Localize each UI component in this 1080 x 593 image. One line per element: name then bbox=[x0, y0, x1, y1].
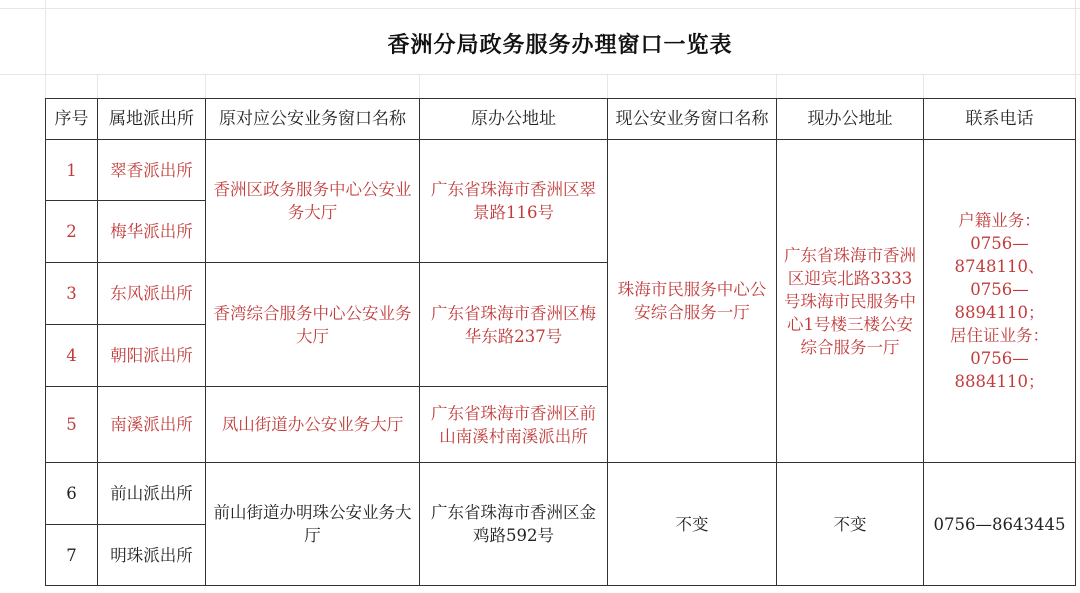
row-number: 5 bbox=[46, 387, 98, 463]
table-header bbox=[46, 99, 1076, 140]
header-cell: 原办公地址 bbox=[420, 99, 608, 140]
phone-line: 0756—8748110、 bbox=[954, 234, 1045, 276]
row-number: 1 bbox=[46, 140, 98, 201]
header-cell: 属地派出所 bbox=[98, 99, 206, 140]
window-table bbox=[45, 98, 1076, 586]
old-address: 广东省珠海市香洲区金鸡路592号 bbox=[420, 463, 608, 586]
old-address: 广东省珠海市香洲区翠景路116号 bbox=[420, 140, 608, 263]
header-cell: 原对应公安业务窗口名称 bbox=[206, 99, 420, 140]
header-cell: 现办公地址 bbox=[777, 99, 924, 140]
station-name: 翠香派出所 bbox=[98, 140, 206, 201]
new-window: 珠海市民服务中心公安综合服务一厅 bbox=[608, 140, 777, 463]
station-name: 明珠派出所 bbox=[98, 525, 206, 586]
new-window: 不变 bbox=[608, 463, 777, 586]
old-address: 广东省珠海市香洲区前山南溪村南溪派出所 bbox=[420, 387, 608, 463]
table-row bbox=[46, 140, 1076, 201]
phone-line: 户籍业务： bbox=[958, 211, 1041, 230]
phone-line: 居住证业务： bbox=[950, 326, 1049, 345]
phone-line: 0756—8884110； bbox=[954, 349, 1045, 391]
old-window: 香湾综合服务中心公安业务大厅 bbox=[206, 263, 420, 387]
row-number: 4 bbox=[46, 325, 98, 387]
old-window: 凤山街道办公安业务大厅 bbox=[206, 387, 420, 463]
station-name: 梅华派出所 bbox=[98, 201, 206, 263]
phone-cell: 0756—8643445 bbox=[924, 463, 1076, 586]
header-cell: 联系电话 bbox=[924, 99, 1076, 140]
row-number: 3 bbox=[46, 263, 98, 325]
row-number: 2 bbox=[46, 201, 98, 263]
old-address: 广东省珠海市香洲区梅华东路237号 bbox=[420, 263, 608, 387]
station-name: 朝阳派出所 bbox=[98, 325, 206, 387]
old-window: 前山街道办明珠公安业务大厅 bbox=[206, 463, 420, 586]
row-number: 7 bbox=[46, 525, 98, 586]
new-address: 不变 bbox=[777, 463, 924, 586]
header-cell: 现公安业务窗口名称 bbox=[608, 99, 777, 140]
phone-line: 0756—8894110； bbox=[954, 280, 1045, 322]
station-name: 南溪派出所 bbox=[98, 387, 206, 463]
phone-cell bbox=[924, 140, 1076, 463]
station-name: 前山派出所 bbox=[98, 463, 206, 525]
old-window: 香洲区政务服务中心公安业务大厅 bbox=[206, 140, 420, 263]
table-row bbox=[46, 463, 1076, 525]
station-name: 东风派出所 bbox=[98, 263, 206, 325]
new-address: 广东省珠海市香洲区迎宾北路3333号珠海市民服务中心1号楼三楼公安综合服务一厅 bbox=[777, 140, 924, 463]
row-number: 6 bbox=[46, 463, 98, 525]
header-cell: 序号 bbox=[46, 99, 98, 140]
page-title: 香洲分局政务服务办理窗口一览表 bbox=[387, 31, 733, 58]
